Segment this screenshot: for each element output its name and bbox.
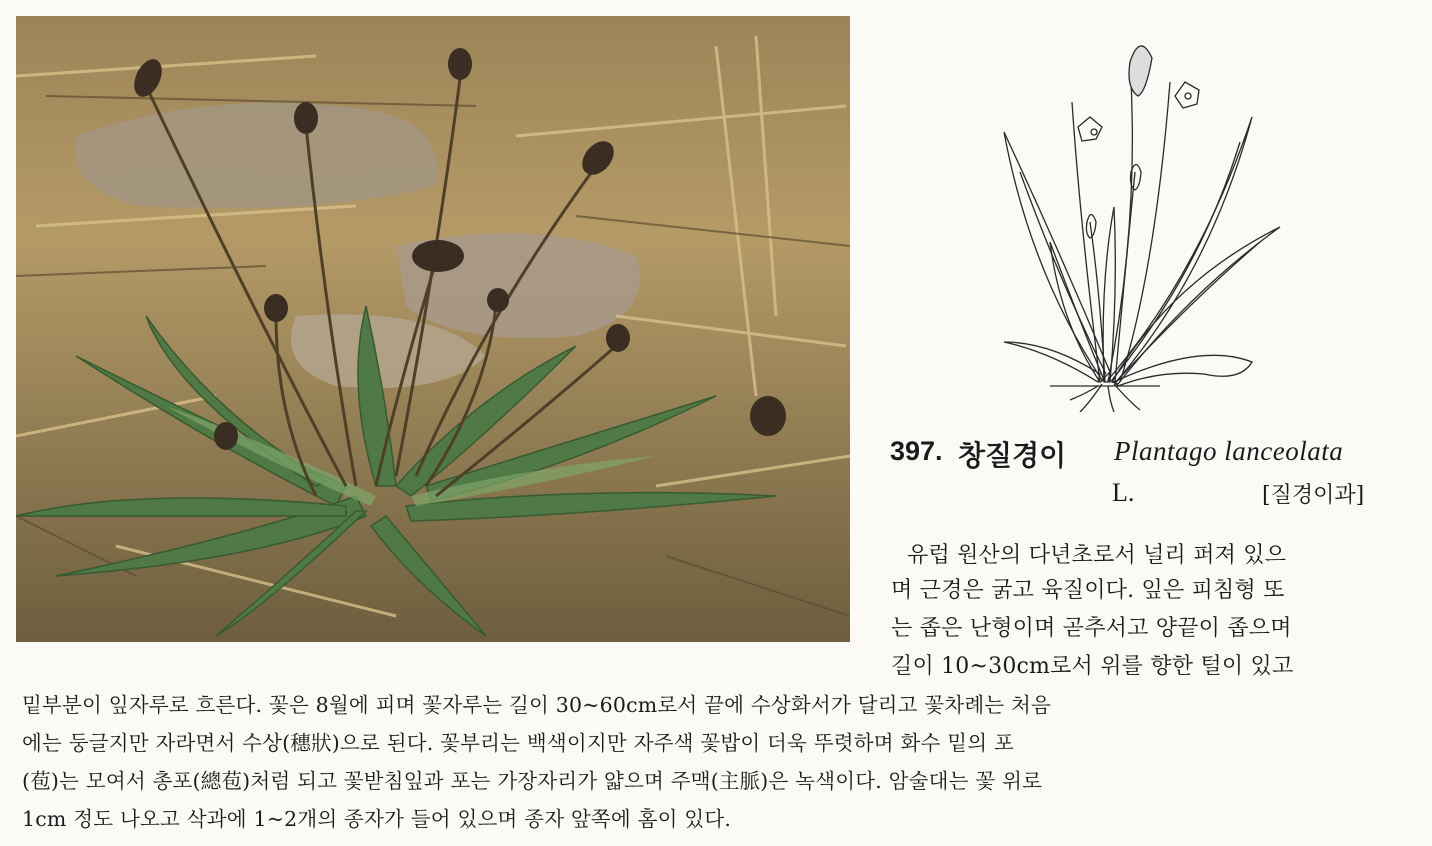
species-heading — [890, 432, 1410, 474]
description-line: 길이 10~30cm로서 위를 향한 털이 있고 — [891, 654, 1294, 679]
description-line: 에는 둥글지만 자라면서 수상(穗狀)으로 된다. 꽃부리는 백색이지만 자주색 꽃밥이 더욱 뚜렷하며 화수 밑의 포 — [22, 731, 1014, 755]
plant-line-drawing-illustration — [990, 22, 1290, 412]
description-line: 는 좁은 난형이며 곧추서고 양끝이 좁으며 — [891, 616, 1292, 641]
species-number: 397. — [890, 436, 943, 466]
description-line: 유럽 원산의 다년초로서 널리 퍼져 있으 — [907, 543, 1287, 568]
plant-line-drawing — [990, 22, 1290, 412]
species-korean-name: 창질경이 — [958, 439, 1067, 472]
species-author: L. — [1112, 478, 1135, 507]
description-line: (苞)는 모여서 총포(總苞)처럼 되고 꽃받침잎과 포는 가장자리가 얇으며 주맥(主脈)은 녹색이다. 암술대는 꽃 위로 — [22, 769, 1043, 793]
plant-photo-illustration — [16, 16, 850, 642]
species-family: [질경이과] — [1262, 483, 1365, 508]
species-scientific-name: Plantago lanceolata — [1114, 436, 1344, 466]
description-line: 며 근경은 굵고 육질이다. 잎은 피침형 또 — [891, 578, 1285, 603]
description-line: 1cm 정도 나오고 삭과에 1~2개의 종자가 들어 있으며 종자 앞쪽에 홈이 있다. — [22, 807, 732, 831]
plant-photo — [16, 16, 850, 642]
description-line: 밑부분이 잎자루로 흐른다. 꽃은 8월에 피며 꽃자루는 길이 30~60cm로서 끝에 수상화서가 달리고 꽃차례는 처음 — [22, 693, 1052, 717]
